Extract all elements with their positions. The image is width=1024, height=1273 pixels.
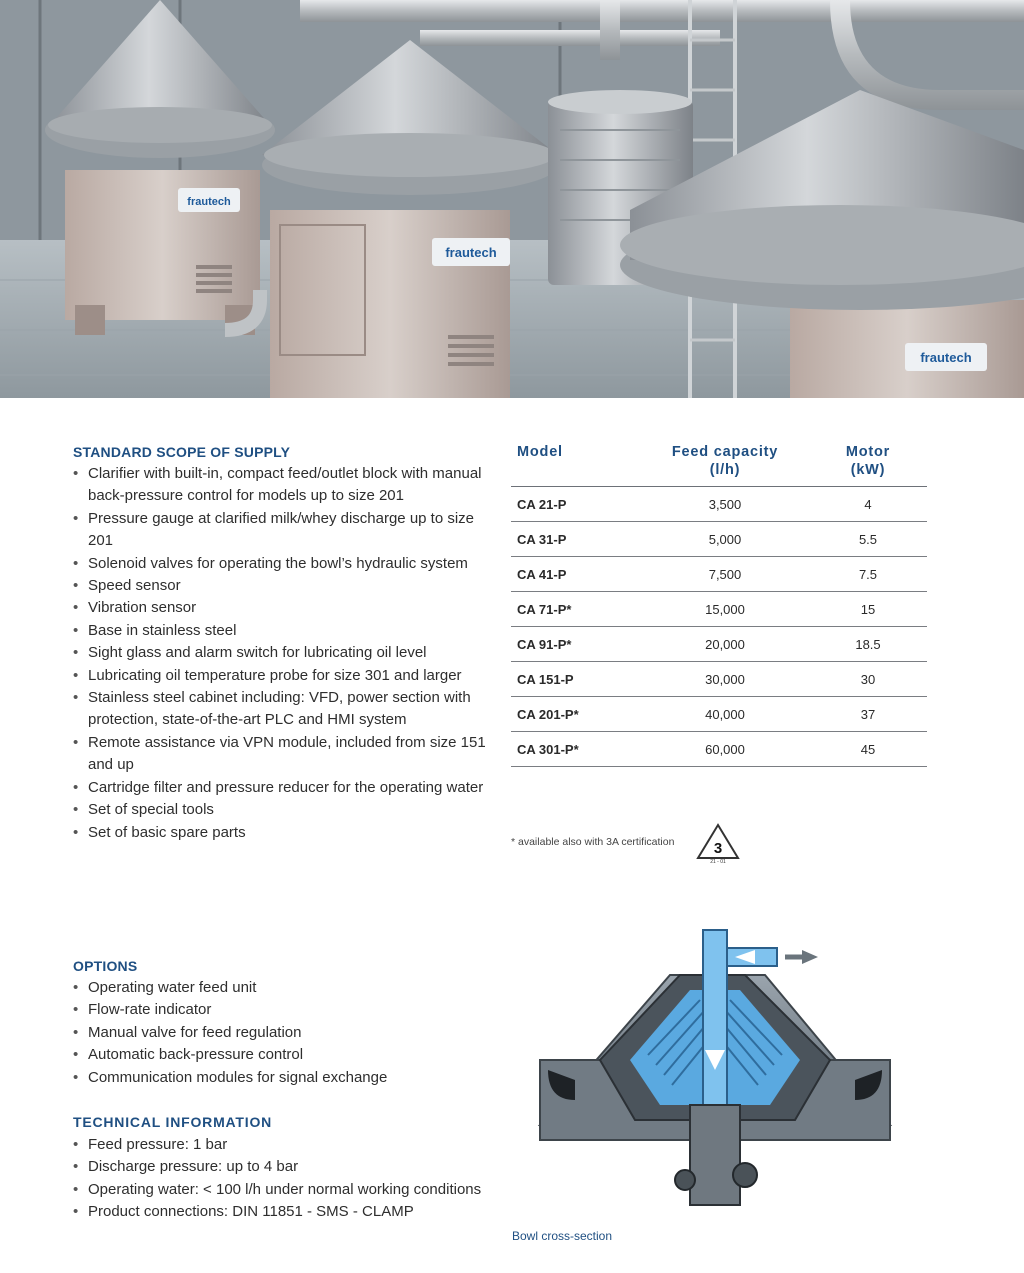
- list-item: • Lubricating oil temperature probe for size 301 and larger: [73, 665, 493, 687]
- list-item: • Set of special tools: [73, 799, 493, 821]
- certification-note: * available also with 3A certification: [511, 836, 675, 848]
- table-row: [511, 557, 927, 592]
- cert-digit: 3: [713, 840, 723, 857]
- cell-feed: 7,500: [641, 557, 809, 592]
- options-title: OPTIONS: [73, 958, 138, 974]
- list-item: • Operating water: < 100 l/h under normal working conditions: [73, 1179, 493, 1201]
- cell-feed: 60,000: [641, 732, 809, 767]
- table-row: [511, 627, 927, 662]
- hero-logo-1: frautech: [187, 196, 231, 208]
- list-item: • Flow-rate indicator: [73, 999, 493, 1021]
- cell-motor: 30: [809, 662, 927, 697]
- header-model: Model: [511, 441, 641, 487]
- table-row: [511, 732, 927, 767]
- table-row: [511, 697, 927, 732]
- bowl-caption: Bowl cross-section: [512, 1229, 613, 1243]
- cell-motor: 37: [809, 697, 927, 732]
- header-motor-line1: Motor: [845, 444, 891, 460]
- cell-feed: 15,000: [641, 592, 809, 627]
- hero-logo-3: frautech: [920, 350, 972, 365]
- list-item: • Feed pressure: 1 bar: [73, 1134, 493, 1156]
- cell-motor: 7.5: [809, 557, 927, 592]
- cell-model: CA 91-P*: [511, 627, 641, 662]
- list-item: • Clarifier with built-in, compact feed/outlet block with manual back-pressure control for models up to size 201: [73, 463, 493, 508]
- hero-logo-2: frautech: [445, 245, 497, 260]
- separators-illustration: [0, 0, 1024, 398]
- header-feed-line1: Feed capacity: [671, 444, 779, 460]
- scope-list: [73, 463, 493, 844]
- list-item: • Communication modules for signal exchange: [73, 1067, 493, 1089]
- list-item: • Remote assistance via VPN module, included from size 151 and up: [73, 732, 493, 777]
- cell-motor: 45: [809, 732, 927, 767]
- list-item: • Operating water feed unit: [73, 977, 493, 999]
- list-item: • Pressure gauge at clarified milk/whey discharge up to size 201: [73, 508, 493, 553]
- cell-model: CA 301-P*: [511, 732, 641, 767]
- technical-title: TECHNICAL INFORMATION: [73, 1114, 273, 1130]
- options-list: [73, 977, 493, 1089]
- list-item: • Cartridge filter and pressure reducer for the operating water: [73, 777, 493, 799]
- 3a-certification-icon: [694, 822, 742, 864]
- list-item: • Automatic back-pressure control: [73, 1044, 493, 1066]
- list-item: • Stainless steel cabinet including: VFD, power section with protection, state-of-the-art PLC and HMI system: [73, 687, 493, 732]
- list-item: • Set of basic spare parts: [73, 822, 493, 844]
- scope-title: STANDARD SCOPE OF SUPPLY: [73, 444, 291, 460]
- table-row: [511, 487, 927, 522]
- cell-model: CA 21-P: [511, 487, 641, 522]
- table-row: [511, 522, 927, 557]
- cert-code: 21 - 01: [710, 859, 726, 864]
- bowl-cross-section-diagram: [530, 920, 900, 1220]
- header-feed-line2: (l/h): [709, 462, 741, 478]
- cell-model: CA 41-P: [511, 557, 641, 592]
- table-row: [511, 662, 927, 697]
- list-item: • Manual valve for feed regulation: [73, 1022, 493, 1044]
- table-row: [511, 592, 927, 627]
- list-item: • Sight glass and alarm switch for lubricating oil level: [73, 642, 493, 664]
- cell-model: CA 71-P*: [511, 592, 641, 627]
- specs-table: [511, 441, 927, 767]
- cell-feed: 40,000: [641, 697, 809, 732]
- list-item: • Solenoid valves for operating the bowl’s hydraulic system: [73, 553, 493, 575]
- cell-motor: 5.5: [809, 522, 927, 557]
- list-item: • Product connections: DIN 11851 - SMS - CLAMP: [73, 1201, 493, 1223]
- list-item: • Discharge pressure: up to 4 bar: [73, 1156, 493, 1178]
- cell-motor: 18.5: [809, 627, 927, 662]
- cell-feed: 30,000: [641, 662, 809, 697]
- cell-model: CA 31-P: [511, 522, 641, 557]
- header-feed-capacity: [641, 441, 809, 487]
- list-item: • Vibration sensor: [73, 597, 493, 619]
- header-motor-line2: (kW): [850, 462, 886, 478]
- cell-motor: 4: [809, 487, 927, 522]
- table-header-row: [511, 441, 927, 487]
- list-item: • Speed sensor: [73, 575, 493, 597]
- cell-model: CA 201-P*: [511, 697, 641, 732]
- cell-feed: 20,000: [641, 627, 809, 662]
- hero-photo: [0, 0, 1024, 398]
- cell-feed: 5,000: [641, 522, 809, 557]
- header-motor: [809, 441, 927, 487]
- list-item: • Base in stainless steel: [73, 620, 493, 642]
- cell-feed: 3,500: [641, 487, 809, 522]
- cell-motor: 15: [809, 592, 927, 627]
- technical-list: [73, 1134, 493, 1224]
- cell-model: CA 151-P: [511, 662, 641, 697]
